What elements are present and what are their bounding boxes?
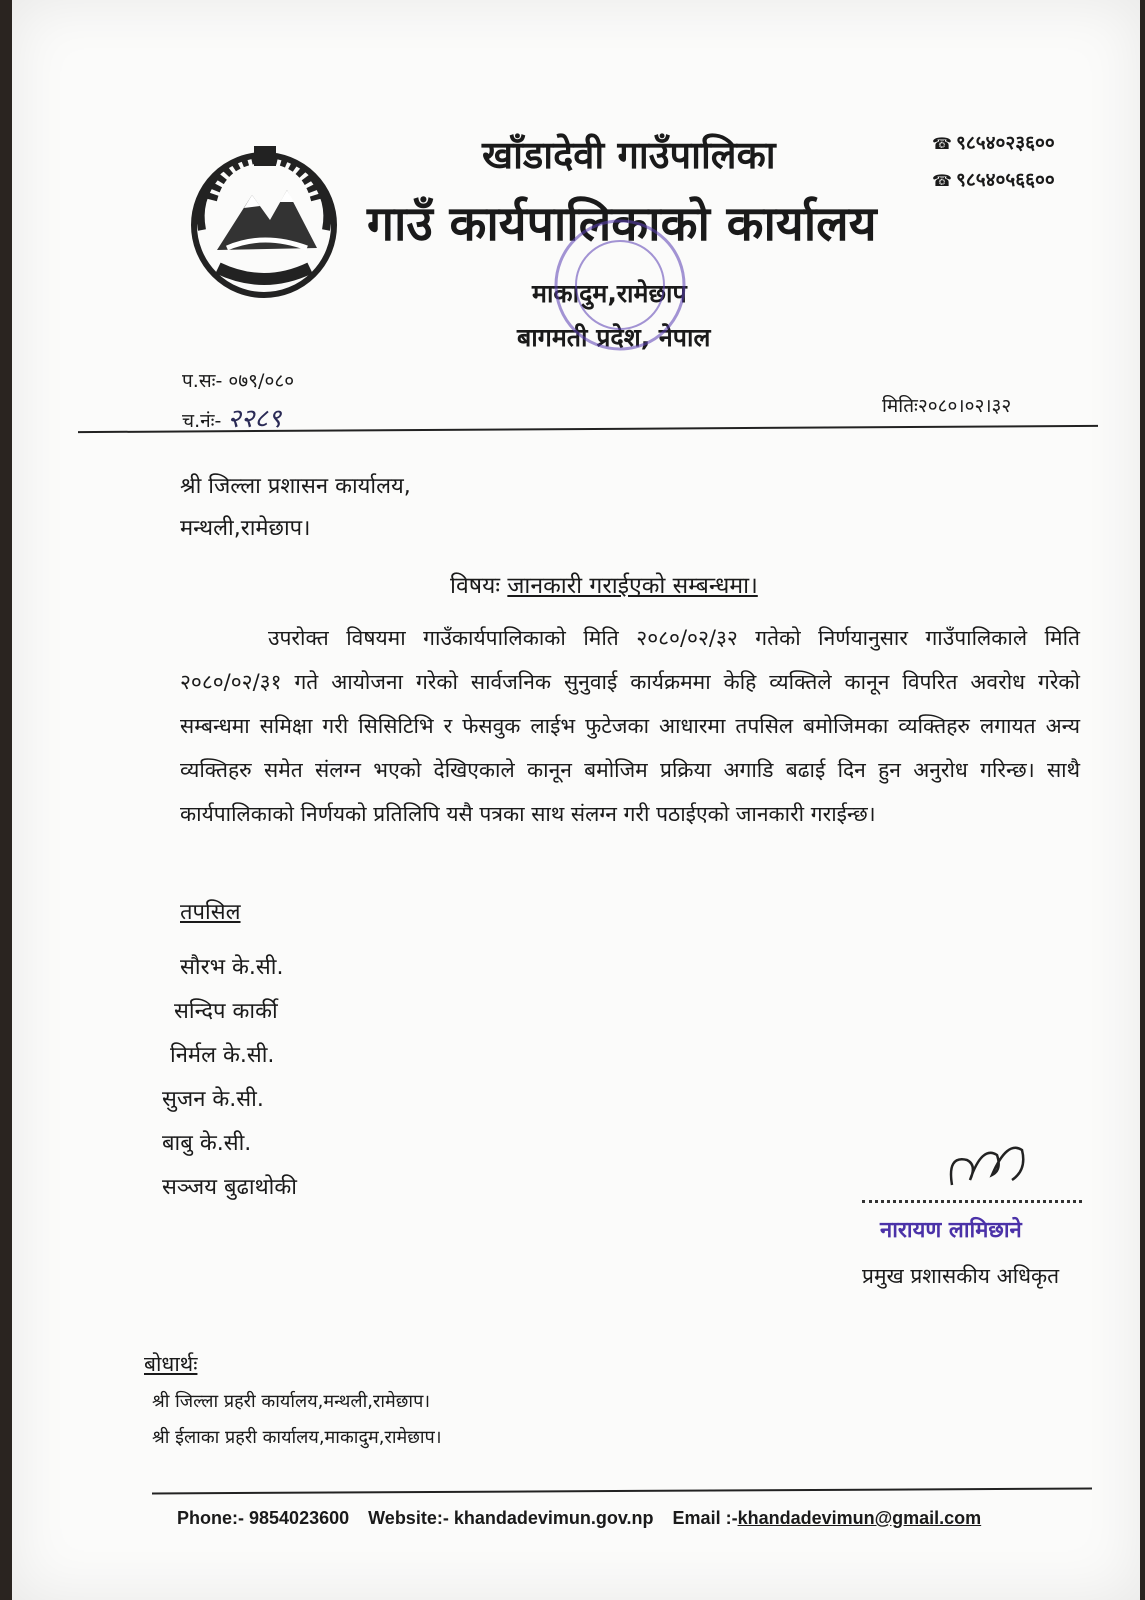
address-line1: माकादुम,रामेछाप <box>532 279 687 308</box>
list-item: सन्दिप कार्की <box>174 999 278 1024</box>
footer-phone-label: Phone:- <box>177 1508 244 1528</box>
footer-website-link[interactable]: khandadevimun.gov.np <box>453 1508 654 1528</box>
footer-email-label: Email :- <box>672 1508 738 1528</box>
phone-list <box>932 125 1055 199</box>
list-item: निर्मल के.सी. <box>170 1043 275 1068</box>
ps-line: प.सः- ०७९/०८० <box>182 370 295 392</box>
office-name: खाँडादेवी गाउँपालिका <box>482 133 776 177</box>
subject-line <box>450 568 758 600</box>
reference-block <box>182 362 294 440</box>
list-item: सौरभ के.सी. <box>180 955 284 980</box>
subject-label: विषयः <box>450 573 501 599</box>
signature-line <box>862 1200 1082 1203</box>
letter-date: मितिः२०८०।०२।३२ <box>882 395 1012 417</box>
body-paragraph: उपरोक्त विषयमा गाउँकार्यपालिकाको मिति २०८०/०२/३२ गतेको निर्णयानुसार गाउँपालिकाले मिति २०८०/०२/३१ गते आयोजना गरेको सार्वजनिक सुनुवाई कार्यक्रममा केहि व्यक्तिले कानून विपरित अवरोध गरेको सम्बन्धमा समिक्षा गरी सिसिटिभि र फेसवुक लाईभ फुटेजका आधारमा तपसिल बमोजिमका व्यक्तिहरु लगायत अन्य व्यक्तिहरु समेत संलग्न भएको देखिएकाले कानून बमोजिम प्रक्रिया अगाडि बढाई दिन हुन अनुरोध गरिन्छ। साथै कार्यपालिकाको निर्णयको प्रतिलिपि यसै पत्रका साथ संलग्न गरी पठाईएको जानकारी गराईन्छ। <box>180 626 1080 826</box>
signatory-title: प्रमुख प्रशासकीय अधिकृत <box>862 1264 1060 1288</box>
footer <box>177 1508 981 1529</box>
phone-1: ☎ ९८५४०२३६०० <box>932 132 1055 154</box>
office-title: गाउँ कार्यपालिकाको कार्यालय <box>367 196 877 252</box>
footer-phone: 9854023600 <box>249 1508 350 1528</box>
letter-page <box>12 0 1140 1600</box>
office-seal-stamp-icon <box>550 215 690 355</box>
cn-line: च.नंः- २२८९ <box>182 404 282 434</box>
list-item: श्री जिल्ला प्रहरी कार्यालय,मन्थली,रामेछाप। <box>152 1391 431 1412</box>
footer-website-label: Website:- <box>368 1508 449 1528</box>
footer-email-link[interactable]: khandadevimun@gmail.com <box>737 1508 982 1528</box>
cc-list <box>152 1384 442 1456</box>
list-item: श्री ईलाका प्रहरी कार्यालय,माकादुम,रामेछाप। <box>152 1427 442 1448</box>
phone-2: ☎ ९८५४०५६६०० <box>932 169 1055 191</box>
telephone-icon: ☎ <box>932 171 952 190</box>
telephone-icon: ☎ <box>932 134 952 153</box>
letter-body <box>180 616 1080 836</box>
address-line2: बागमती प्रदेश, नेपाल <box>517 323 711 352</box>
list-item: सुजन के.सी. <box>162 1087 264 1112</box>
subject-text: जानकारी गराईएको सम्बन्धमा। <box>507 573 758 599</box>
signature-scribble-icon <box>942 1135 1032 1200</box>
recipient-line1: श्री जिल्ला प्रशासन कार्यालय, <box>180 474 411 499</box>
signatory-name: नारायण लामिछाने <box>880 1218 1022 1243</box>
recipient-block <box>180 466 411 550</box>
cc-heading: बोधार्थः <box>144 1352 198 1376</box>
tapasil-names-list <box>162 946 297 1210</box>
list-item: सञ्जय बुढाथोकी <box>162 1175 297 1200</box>
nepal-emblem-icon <box>182 140 347 305</box>
footer-divider <box>152 1488 1092 1495</box>
recipient-line2: मन्थली,रामेछाप। <box>180 516 311 541</box>
tapasil-heading: तपसिल <box>180 900 241 925</box>
list-item: बाबु के.सी. <box>162 1131 252 1156</box>
